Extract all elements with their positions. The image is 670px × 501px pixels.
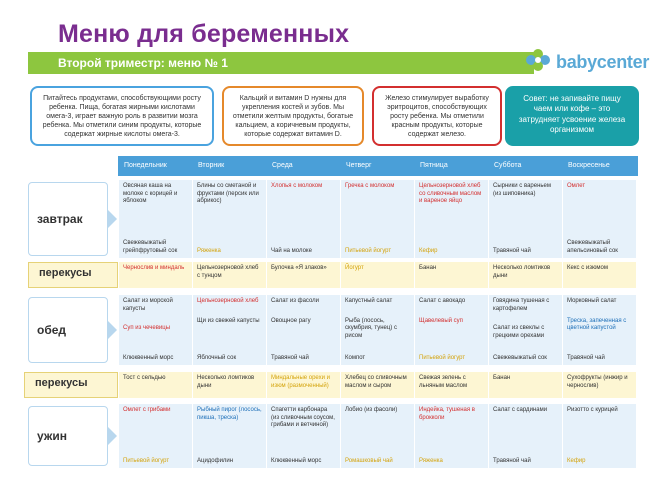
dish: Гречка с молоком: [345, 183, 395, 189]
dish: Салат из фасоли: [271, 298, 320, 304]
snack-label-2: [24, 372, 118, 398]
dish: Лобио (из фасоли): [345, 407, 398, 413]
snack2-cell-friday: Свежая зелень с льняным маслом: [414, 372, 488, 398]
day-monday: Понедельник: [124, 162, 167, 169]
breakfast-cell-sunday: [562, 180, 636, 258]
lunch-cell-friday: [414, 295, 488, 365]
drink: Ацидофилин: [197, 457, 234, 464]
meal-label-text: ужин: [37, 429, 67, 443]
dish: Салат из свеклы с грецкими орехами: [493, 325, 545, 339]
drink: Травяной чай: [493, 457, 531, 464]
dish: Цельнозерновой хлеб со сливочным маслом и вареное яйцо: [419, 183, 482, 204]
drink: Свежевыжатый грейпфрутовый сок: [123, 240, 178, 254]
dish: Овощное рагу: [271, 317, 311, 324]
drink: Травяной чай: [567, 354, 605, 361]
dish: Цельнозерновой хлеб: [197, 298, 259, 304]
dinner-row: [118, 404, 638, 468]
dish: Щавелевый суп: [419, 317, 463, 324]
drink: Чай на молоке: [271, 247, 312, 254]
dinner-cell-wednesday: [266, 404, 340, 468]
logo-text: babycenter: [556, 52, 650, 72]
snack1-cell-thursday: Йогурт: [340, 262, 414, 288]
info-box-calcium: [222, 86, 364, 146]
dinner-cell-sunday: [562, 404, 636, 468]
dish: Хлопья с молоком: [271, 183, 323, 189]
snack2-cell-monday: Тост с сельдью: [118, 372, 192, 398]
drink: Ромашковый чай: [345, 457, 393, 464]
dish: Щи из свежей капусты: [197, 317, 260, 324]
snack2-cell-thursday: Хлебец со сливочным маслом и сыром: [340, 372, 414, 398]
drink: Кефир: [419, 247, 438, 254]
lunch-cell-thursday: [340, 295, 414, 365]
lunch-cell-wednesday: [266, 295, 340, 365]
drink: Ряженка: [197, 247, 221, 254]
dish: Треска, запеченная с цветной капустой: [567, 317, 627, 331]
day-sunday: Воскресенье: [568, 162, 610, 169]
snack-label-text: перекусы: [35, 377, 88, 389]
snack1-cell-wednesday: Булочка «Я злаков»: [266, 262, 340, 288]
drink: Компот: [345, 354, 366, 361]
dish: Суп из чечевицы: [123, 325, 171, 331]
drink: Кефир: [567, 457, 586, 464]
breakfast-row: [118, 180, 638, 258]
snack2-row: [118, 372, 638, 398]
flower-logo-icon: [524, 46, 552, 76]
lunch-cell-sunday: [562, 295, 636, 365]
lunch-cell-monday: [118, 295, 192, 365]
dish: Морковный салат: [567, 298, 617, 304]
dinner-cell-saturday: [488, 404, 562, 468]
drink: Ряженка: [419, 457, 443, 464]
drink: Питьевой йогурт: [419, 354, 466, 361]
day-header-row: [118, 156, 638, 176]
meal-label-dinner: [28, 406, 108, 466]
subtitle-text: Второй триместр: меню № 1: [58, 56, 228, 70]
subtitle-bar: [28, 52, 534, 74]
breakfast-cell-saturday: [488, 180, 562, 258]
day-friday: Пятница: [420, 162, 448, 169]
snack2-cell-wednesday: Миндальные орехи и изюм (размоченный): [266, 372, 340, 398]
dish: Сырники с вареньем (из шиповника): [493, 183, 551, 197]
info-box-iron: [372, 86, 502, 146]
dish: Омлет: [567, 183, 586, 189]
info-text: Железо стимулирует выработку эритроцитов, способствующих росту ребенка. Мы отметили красным продукты, которые содержат железо.: [385, 95, 489, 139]
snack1-cell-friday: Банан: [414, 262, 488, 288]
meal-label-text: завтрак: [37, 212, 83, 226]
drink: Клюквенный морс: [123, 354, 174, 361]
snack-label-text: перекусы: [39, 267, 92, 279]
breakfast-cell-thursday: [340, 180, 414, 258]
babycenter-logo[interactable]: [524, 46, 664, 80]
meal-label-text: обед: [37, 323, 67, 337]
dish: Овсяная каша на молоке с корицей и яблоком: [123, 183, 178, 204]
snack2-cell-tuesday: Несколько ломтиков дыни: [192, 372, 266, 398]
drink: Свежевыжатый сок: [493, 354, 547, 361]
snack1-cell-tuesday: Цельнозерновой хлеб с тунцом: [192, 262, 266, 288]
snack2-cell-saturday: Банан: [488, 372, 562, 398]
snack-label-1: [28, 262, 118, 288]
day-thursday: Четверг: [346, 162, 372, 169]
dinner-cell-thursday: [340, 404, 414, 468]
day-wednesday: Среда: [272, 162, 293, 169]
lunch-row: [118, 295, 638, 365]
dish: Ризотто с курицей: [567, 407, 618, 413]
drink: Питьевой йогурт: [123, 457, 170, 464]
drink: Свежевыжатый апельсиновый сок: [567, 240, 618, 254]
dish: Рыба (лосось, скумбрия, тунец) с рисом: [345, 317, 397, 339]
snack1-cell-sunday: Кекс с изюмом: [562, 262, 636, 288]
dish: Рыбный пирог (лосось, пикша, треска): [197, 407, 262, 421]
page-title: Меню для беременных: [58, 20, 350, 48]
breakfast-cell-friday: [414, 180, 488, 258]
dinner-cell-tuesday: [192, 404, 266, 468]
snack1-row: [118, 262, 638, 288]
info-box-omega3: [30, 86, 214, 146]
snack1-cell-saturday: Несколько ломтиков дыни: [488, 262, 562, 288]
dish: Говядина тушеная с картофелем: [493, 298, 550, 312]
drink: Клюквенный морс: [271, 457, 322, 464]
info-text: Питайтесь продуктами, способствующими росту ребенка. Пища, богатая жирными кислотами омега-3, играет важную роль в развитии мозга ребенка. Мы отметили синим продукты, которые содержат жирные кислоты омега-3.: [42, 95, 202, 139]
dish: Салат с сардинами: [493, 407, 548, 413]
snack2-cell-sunday: Сухофрукты (инжир и чернослив): [562, 372, 636, 398]
dish: Омлет с грибами: [123, 407, 171, 413]
day-saturday: Суббота: [494, 162, 522, 169]
dish: Салат из морской капусты: [123, 298, 173, 312]
breakfast-cell-wednesday: [266, 180, 340, 258]
meal-label-breakfast: [28, 182, 108, 256]
lunch-cell-saturday: [488, 295, 562, 365]
breakfast-cell-tuesday: [192, 180, 266, 258]
meal-label-lunch: [28, 297, 108, 363]
drink: Травяной чай: [271, 354, 309, 361]
dish: Индейка, тушеная в брокколи: [419, 407, 475, 421]
drink: Травяной чай: [493, 247, 531, 254]
info-text: Совет: не запивайте пищу чаем или кофе – это затрудняет усвоение железа организмом: [518, 94, 626, 135]
day-tuesday: Вторник: [198, 162, 225, 169]
lunch-cell-tuesday: [192, 295, 266, 365]
drink: Яблочный сок: [197, 354, 237, 361]
dinner-cell-monday: [118, 404, 192, 468]
dish: Капустный салат: [345, 298, 393, 304]
dish: Блины со сметаной и фруктами (персик или абрикос): [197, 183, 259, 204]
dish: Салат с авокадо: [419, 298, 466, 304]
breakfast-cell-monday: [118, 180, 192, 258]
info-box-tip: [505, 86, 639, 146]
dinner-cell-friday: [414, 404, 488, 468]
dish: Спагетти карбонара (из сливочным соусом, грибами и ветчиной): [271, 407, 335, 428]
snack1-cell-monday: Чернослив и миндаль: [118, 262, 192, 288]
drink: Питьевой йогурт: [345, 247, 392, 254]
info-text: Кальций и витамин D нужны для укрепления костей и зубов. Мы отметили желтым продукты, богатые кальцием, а коричневым продукты, которые содержат витамин D.: [232, 95, 354, 139]
